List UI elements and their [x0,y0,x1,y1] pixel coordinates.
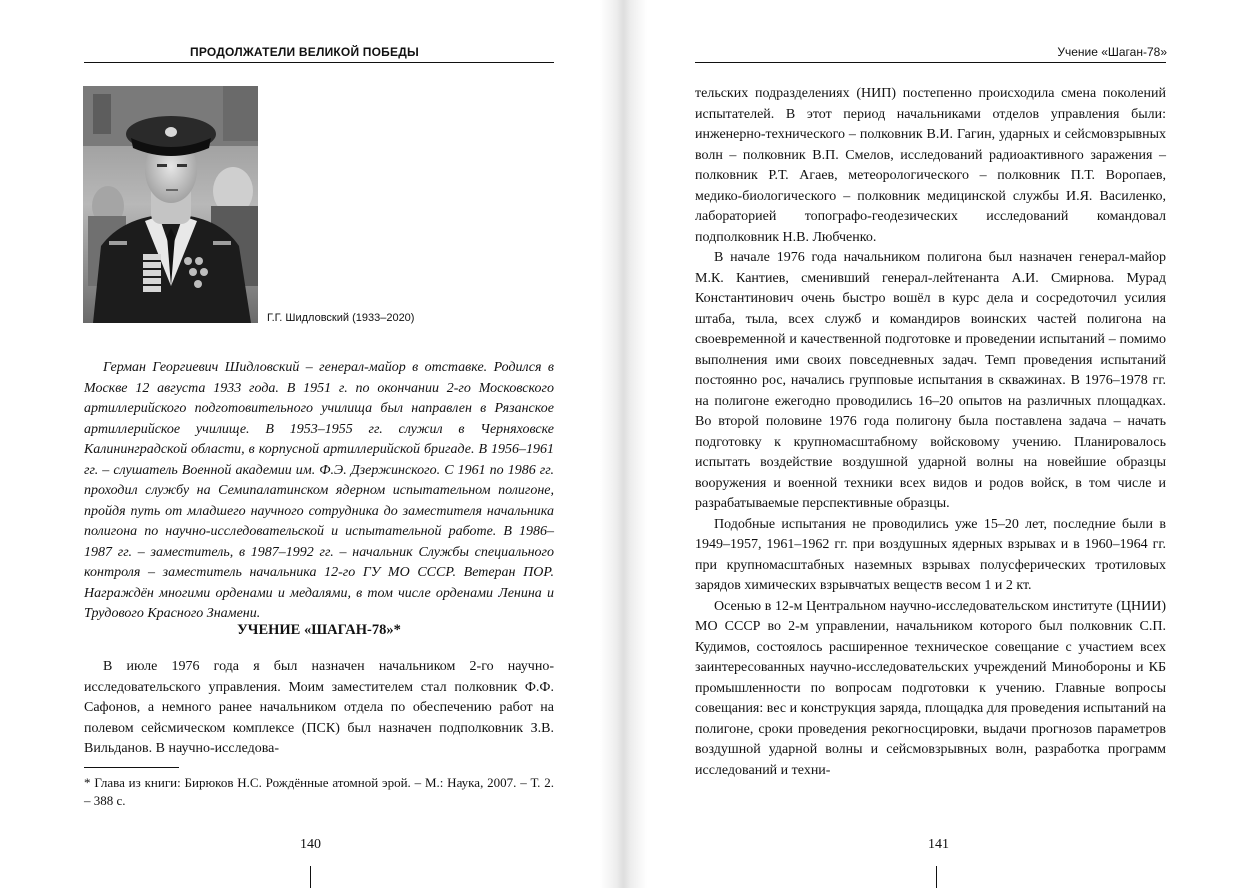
body-text-left: В июле 1976 года я был назначен начальником 2-го научно-исследовательского управления. Моим заместителем стал полковник Ф.Ф. Сафонов, а немного ранее начальником отдела по обеспечению работ на полевом сейсмическом комплексе (ПСК) был назначен подполковник З.В. Вильданов. В научно-исследова- [84,659,554,756]
paragraph: тельских подразделениях (НИП) постепенно происходила смена поколений испытателей. В этот период начальниками отделов управления были: инженерно-технического – полковник В.И. Гагин, ударных и сейсмовзрывных волн – полковник В.П. Смелов, исследований радиоактивного заражения – полковник Р.Т. Агаев, метеорологического – полковник П.Т. Воропаев, медико-биологического – полковник медицинской службы И.Я. Василенко, лабораторией топографо-геодезических исследований командовал подполковник Н.В. Любченко. [695,86,1166,245]
running-head-rule-left [84,62,554,63]
section-title: УЧЕНИЕ «ШАГАН-78»* [237,622,401,638]
page-number-left: 140 [300,837,321,852]
portrait-illustration [83,86,258,323]
footnote-rule [84,767,179,768]
body-text-right [695,84,1166,781]
portrait-photo [83,86,258,323]
running-head-rule-right [695,62,1166,63]
right-page [623,0,1247,888]
paragraph: В начале 1976 года начальником полигона был назначен генерал-майор М.К. Кантиев, сменивший генерал-лейтенанта А.И. Смирнова. Мурад Константинович очень быстро вошёл в курс дела и сосредоточил усилия штаба, тыла, всех служб и командиров воинских частей полигона на своевременной и качественной подготовке и проведении испытаний – помимо выполнения ими своих повседневных задач. Темп проведения испытаний постоянно рос, начались групповые испытания в скважинах. В 1976–1978 гг. на полигоне ежегодно проводились 16–20 опытов на различных площадках. Во второй половине 1976 года полигону была поставлена задача – начать подготовку к крупномасштабному войсковому учению. Планировалось испытать воздействие воздушной ударной волны на новейшие образцы вооружения и военной техники всех видов и родов войск, в том числе и разрабатываемые перспективные образцы. [695,250,1166,511]
left-page [0,0,623,888]
running-head-right: Учение «Шаган-78» [1057,45,1167,59]
bottom-tick-left [310,866,311,888]
running-head-left: ПРОДОЛЖАТЕЛИ ВЕЛИКОЙ ПОБЕДЫ [190,45,419,59]
footnote: * Глава из книги: Бирюков Н.С. Рождённые атомной эрой. – М.: Наука, 2007. – Т. 2. – 388 с. [84,775,554,808]
paragraph: Осенью в 12-м Центральном научно-исследовательском институте (ЦНИИ) МО СССР во 2-м управлении, начальником которого был полковник С.П. Кудимов, состоялось расширенное техническое совещание с участием всех заинтересованных научно-исследовательских учреждений Минобороны и КБ промышленности по вопросам подготовки к учению. Главные вопросы совещания: вес и конструкция заряда, площадка для проведения испытаний на полигоне, сроки проведения рекогносцировки, выдачи прогнозов параметров воздушной ударной волны и сейсмовзрывных волн, разработка программ исследований и техни- [695,598,1166,778]
page-number-right: 141 [928,837,949,852]
paragraph: Подобные испытания не проводились уже 15–20 лет, последние были в 1949–1957, 1961–1962 гг. при воздушных ядерных взрывах и в 1960–1964 гг. при крупномасштабных наземных взрывах полусферических тротиловых зарядов химических взрывчатых веществ весом 1 и 2 кт. [695,516,1166,593]
biography-text: Герман Георгиевич Шидловский – генерал-майор в отставке. Родился в Москве 12 августа 1933 года. В 1951 г. по окончании 2-го Московского артиллерийского подготовительного училища был направлен в Рязанское артиллерийское училище. В 1953–1955 гг. служил в Черняховске Калининградской области, в корпусной артиллерийской бригаде. В 1956–1961 гг. – слушатель Военной академии им. Ф.Э. Дзержинского. С 1961 по 1986 гг. проходил службу на Семипалатинском ядерном испытательном полигоне, пройдя путь от младшего научного сотрудника до заместителя начальника полигона по научно-исследовательской и испытательной работе. В 1986–1987 гг. – заместитель, в 1987–1992 гг. – начальник Службы специального контроля – заместитель начальника 12-го ГУ МО СССР. Ветеран ПОР. Награждён многими орденами и медалями, в том числе орденами Ленина и Трудового Красного Знамени. [84,360,554,621]
photo-caption: Г.Г. Шидловский (1933–2020) [267,312,415,324]
bottom-tick-right [936,866,937,888]
